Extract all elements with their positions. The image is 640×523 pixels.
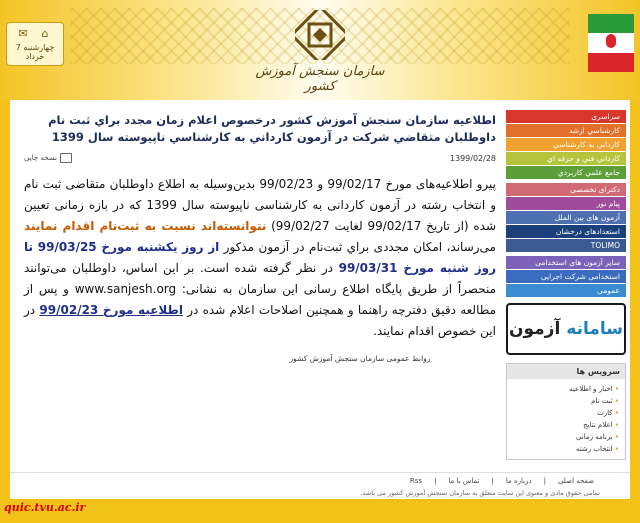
org-name: سازمان سنجش آموزش کشور [255, 64, 385, 94]
print-button[interactable]: نسخه چاپی [24, 153, 72, 163]
copyright: تمامی حقوق مادی و معنوی این سایت متعلق به سازمان سنجش آموزش کشور می باشد. [360, 489, 600, 497]
services-box [506, 363, 626, 460]
footer-separator: | [434, 477, 437, 485]
news-article [24, 110, 496, 363]
sidebar [506, 110, 626, 460]
menu-item[interactable]: كارداني به كارشناسي [506, 138, 626, 151]
azmoon-logo[interactable]: آزمون سامانه [506, 303, 626, 355]
service-link[interactable]: کارت • [507, 407, 619, 419]
menu-item[interactable]: كارداني فني و حرفه اي [506, 152, 626, 165]
printer-icon [60, 153, 72, 163]
footer-link[interactable]: درباره ما [505, 477, 532, 485]
exam-menu [506, 110, 626, 297]
footer-link[interactable]: Rss [409, 477, 423, 485]
site-footer [10, 472, 630, 499]
menu-item[interactable]: كارشناسي ارشد [506, 124, 626, 137]
footer-link[interactable]: تماس با ما [448, 477, 480, 485]
menu-item[interactable]: استخدامی شرکت اجرایی [506, 270, 626, 283]
footer-link[interactable]: صفحه اصلی [557, 477, 594, 485]
footer-separator: | [543, 477, 546, 485]
menu-item[interactable]: سراسری [506, 110, 626, 123]
footer-links [404, 477, 600, 485]
menu-item[interactable]: TOLIMO [506, 239, 626, 252]
service-link[interactable]: اعلام نتایج • [507, 419, 619, 431]
mail-icon[interactable]: ✉ [18, 27, 28, 40]
service-link[interactable]: انتخاب رشته • [507, 443, 619, 455]
menu-item[interactable]: استعدادهای درخشان [506, 225, 626, 238]
menu-item[interactable]: سایر آزمون های استخدامی [506, 256, 626, 269]
menu-item[interactable]: پیام نور [506, 197, 626, 210]
home-icon[interactable]: ⌂ [41, 27, 49, 40]
footer-separator: | [491, 477, 494, 485]
site-header [0, 0, 640, 100]
service-link[interactable]: ثبت نام • [507, 395, 619, 407]
news-body: پیرو اطلاعیه‌های مورخ 99/02/17 و 99/02/23 بدین‌وسیله به اطلاع داوطلبان متقاضی ثبت نام و انتخاب رشته در آزمون کاردانی به کارشناسی ناپیوسته سال 1399 که در بازه زمانی تعیین شده (از تاریخ 99/02/17 لغایت 99/02/27) نتوانسته‌اند نسبت به ثبت‌نام اقدام نمایند می‌رساند، امکان مجددی براي ثبت‌نام در آزمون مذکور از روز یکشنبه مورخ 99/03/25 تا روز شنبه مورخ 99/03/31 در نظر گرفته شده است. بر این اساس، داوطلبان می‌توانند منحصراً از طریق پایگاه اطلاع رسانی این سازمان به نشانی: www.sanjesh.org و پس از مطالعه دقیق دفترچه راهنما و همچنین اصلاحات اعلام شده در اطلاعیه مورخ 99/02/23 در این خصوص اقدام نمایند. [24, 177, 497, 338]
news-title: اطلاعيه سازمان سنجش آموزش كشور درخصوص اعلام زمان مجدد براي ثبت نام داوطلبان متقاضي شركت در آزمون كارداني به كارشناسي ناپيوسته سال 1399 [48, 113, 496, 144]
menu-item[interactable]: عمومی [506, 284, 626, 297]
iran-flag [588, 14, 634, 72]
announcement-link[interactable]: اطلاعیه مورخ 99/02/23 [39, 303, 183, 317]
sanjesh-logo[interactable] [295, 10, 345, 60]
service-link[interactable]: اخبار و اطلاعیه • [507, 383, 619, 395]
emphasis-not-registered: نتوانسته‌اند نسبت به ثبت‌نام اقدام نمایند [24, 219, 267, 233]
content-panel [10, 100, 630, 498]
current-date: چهارشنبه 7 خرداد [15, 43, 55, 61]
service-link[interactable]: برنامه زمانی • [507, 431, 619, 443]
flag-emblem-icon [606, 34, 616, 48]
menu-item[interactable]: دکترای تخصصی [506, 183, 626, 196]
services-title: سرویس ها [507, 364, 625, 379]
signature: روابط عمومی سازمان سنجش آموزش کشور [289, 354, 431, 363]
services-list [507, 379, 625, 459]
menu-item[interactable]: جامع علمي كاربردي [506, 166, 626, 179]
watermark: quic.tvu.ac.ir [4, 501, 86, 514]
emphasis-dates: از روز یکشنبه مورخ 99/03/25 تا روز شنبه مورخ 99/03/31 [24, 240, 496, 275]
menu-item[interactable]: آزمون های بین الملل [506, 211, 626, 224]
news-date: 1399/02/28 [449, 153, 496, 163]
date-box [6, 22, 64, 66]
